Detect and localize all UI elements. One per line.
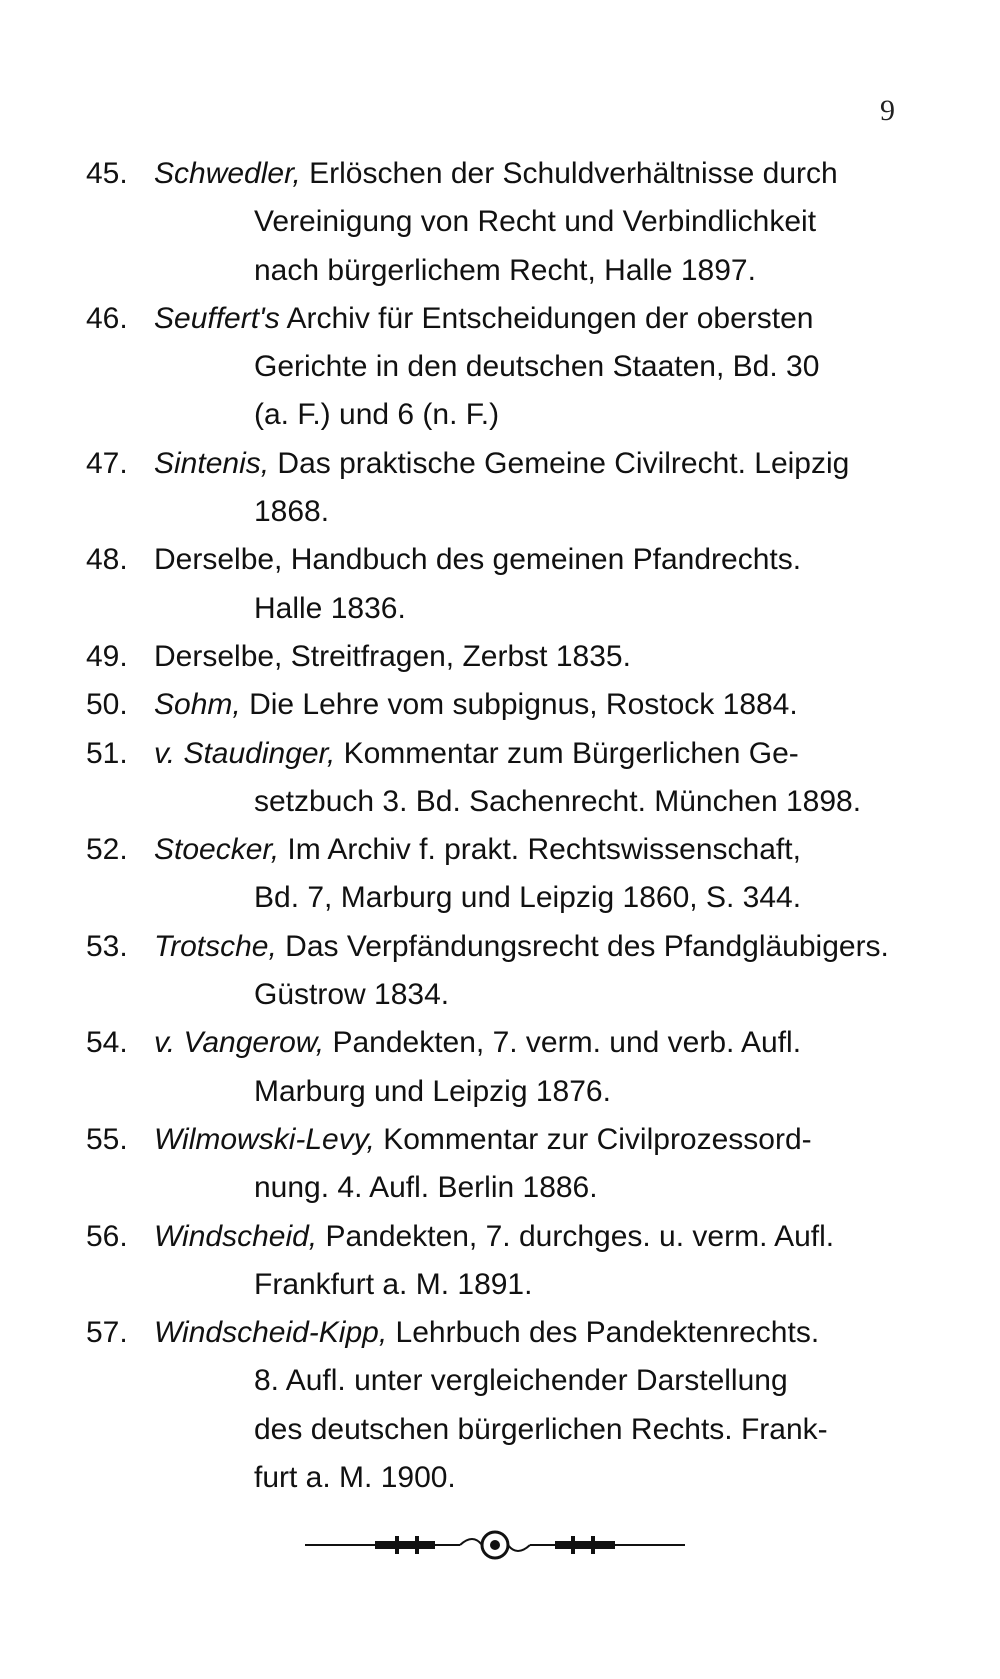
entry-number: 53. — [86, 929, 128, 963]
entry-number: 47. — [86, 446, 128, 480]
entry-continuation-line — [0, 391, 1000, 439]
entry-text: Kommentar zum Bürgerlichen Ge- — [343, 736, 799, 770]
entry-number: 48. — [86, 543, 128, 577]
entry-first-line — [0, 1019, 1000, 1067]
entry-text: Vereinigung von Recht und Verbindlichkeit — [254, 205, 817, 239]
bibliography-entry — [0, 1309, 1000, 1502]
entry-continuation-line — [0, 585, 1000, 633]
entry-continuation-line — [0, 1357, 1000, 1405]
entry-text: Lehrbuch des Pandektenrechts. — [395, 1316, 820, 1350]
entry-first-line — [0, 440, 1000, 488]
entry-text: Erlöschen der Schuldverhältnisse durch — [309, 157, 838, 190]
entry-text: Die Lehre vom subpignus, Rostock 1884. — [249, 688, 798, 722]
entry-number: 51. — [86, 736, 128, 770]
entry-continuation-line — [0, 1261, 1000, 1309]
entry-text: Das praktische Gemeine Civilrecht. Leipzig — [277, 446, 850, 480]
entry-continuation-line — [0, 1164, 1000, 1212]
bibliography-entry — [0, 1213, 1000, 1310]
bibliography-entry — [0, 1019, 1000, 1116]
entry-text: Kommentar zur Civilprozessord- — [383, 1122, 812, 1156]
bibliography-list — [0, 150, 1000, 1502]
entry-first-line — [0, 1116, 1000, 1164]
entry-continuation-line — [0, 874, 1000, 922]
entry-text: nach bürgerlichem Recht, Halle 1897. — [254, 253, 756, 287]
entry-author: Sintenis, — [154, 446, 270, 480]
entry-text: nung. 4. Aufl. Berlin 1886. — [254, 1171, 598, 1205]
bibliography-entry — [0, 536, 1000, 633]
entry-text: Das Verpfändungsrecht des Pfandgläubigers. — [285, 929, 889, 963]
entry-text: Gerichte in den deutschen Staaten, Bd. 30 — [254, 350, 820, 384]
entry-number: 52. — [86, 833, 128, 867]
entry-first-line — [0, 633, 1000, 681]
entry-first-line — [0, 150, 1000, 198]
entry-text: Pandekten, 7. durchges. u. verm. Aufl. — [325, 1219, 835, 1253]
entry-continuation-line — [0, 1068, 1000, 1116]
entry-text: (a. F.) und 6 (n. F.) — [254, 398, 500, 432]
entry-continuation-line — [0, 778, 1000, 826]
entry-text: Im Archiv f. prakt. Rechtswissenschaft, — [287, 833, 801, 867]
entry-text: Derselbe, Streitfragen, Zerbst 1835. — [154, 639, 631, 673]
bibliography-entry — [0, 681, 1000, 729]
entry-author: Windscheid, — [154, 1219, 318, 1253]
entry-author: Sohm, — [154, 688, 241, 722]
entry-first-line — [0, 681, 1000, 729]
page-number: 9 — [880, 94, 895, 127]
entry-continuation-line — [0, 343, 1000, 391]
entry-continuation-line — [0, 247, 1000, 295]
entry-text: 1868. — [254, 495, 330, 529]
entry-text: Frankfurt a. M. 1891. — [254, 1267, 533, 1301]
entry-first-line — [0, 826, 1000, 874]
entry-text: Bd. 7, Marburg und Leipzig 1860, S. 344. — [254, 881, 802, 915]
entry-author: Windscheid-Kipp, — [154, 1316, 388, 1350]
bibliography-entry — [0, 923, 1000, 1020]
bibliography-entry — [0, 633, 1000, 681]
entry-number: 54. — [86, 1026, 128, 1060]
entry-text: Archiv für Entscheidungen der obersten — [286, 301, 814, 335]
entry-number: 45. — [86, 157, 128, 190]
entry-continuation-line — [0, 198, 1000, 246]
entry-continuation-line — [0, 488, 1000, 536]
entry-first-line — [0, 1213, 1000, 1261]
entry-text: des deutschen bürgerlichen Rechts. Frank- — [254, 1412, 828, 1446]
entry-text: 8. Aufl. unter vergleichender Darstellung — [254, 1364, 788, 1398]
entry-text: Halle 1836. — [254, 591, 406, 625]
entry-first-line — [0, 730, 1000, 778]
entry-first-line — [0, 295, 1000, 343]
entry-author: Stoecker, — [154, 833, 280, 867]
entry-number: 56. — [86, 1219, 128, 1253]
entry-continuation-line — [0, 971, 1000, 1019]
entry-number: 57. — [86, 1316, 128, 1350]
entry-continuation-line — [0, 1406, 1000, 1454]
entry-text: Marburg und Leipzig 1876. — [254, 1074, 611, 1108]
entry-author: v. Staudinger, — [154, 736, 336, 770]
entry-first-line — [0, 923, 1000, 971]
entry-number: 50. — [86, 688, 128, 722]
entry-continuation-line — [0, 1454, 1000, 1502]
bibliography-entry — [0, 1116, 1000, 1213]
bibliography-entry — [0, 440, 1000, 537]
entry-first-line — [0, 536, 1000, 584]
entry-number: 55. — [86, 1122, 128, 1156]
entry-author: Seuffert's — [154, 301, 280, 335]
entry-text: furt a. M. 1900. — [254, 1461, 456, 1495]
entry-author: Schwedler, — [154, 157, 301, 190]
entry-author: v. Vangerow, — [154, 1026, 325, 1060]
entry-text: setzbuch 3. Bd. Sachenrecht. München 1898. — [254, 784, 862, 818]
bibliography-entry — [0, 150, 1000, 295]
entry-author: Trotsche, — [154, 929, 277, 963]
entry-first-line — [0, 1309, 1000, 1357]
entry-number: 49. — [86, 639, 128, 673]
bibliography-entry — [0, 826, 1000, 923]
entry-text: Derselbe, Handbuch des gemeinen Pfandrechts. — [154, 543, 802, 577]
entry-author: Wilmowski-Levy, — [154, 1122, 375, 1156]
entry-number: 46. — [86, 301, 128, 335]
ornament-divider — [305, 1530, 685, 1560]
entry-text: Pandekten, 7. verm. und verb. Aufl. — [332, 1026, 802, 1060]
bibliography-entry — [0, 730, 1000, 827]
bibliography-entry — [0, 295, 1000, 440]
entry-text: Güstrow 1834. — [254, 978, 450, 1012]
